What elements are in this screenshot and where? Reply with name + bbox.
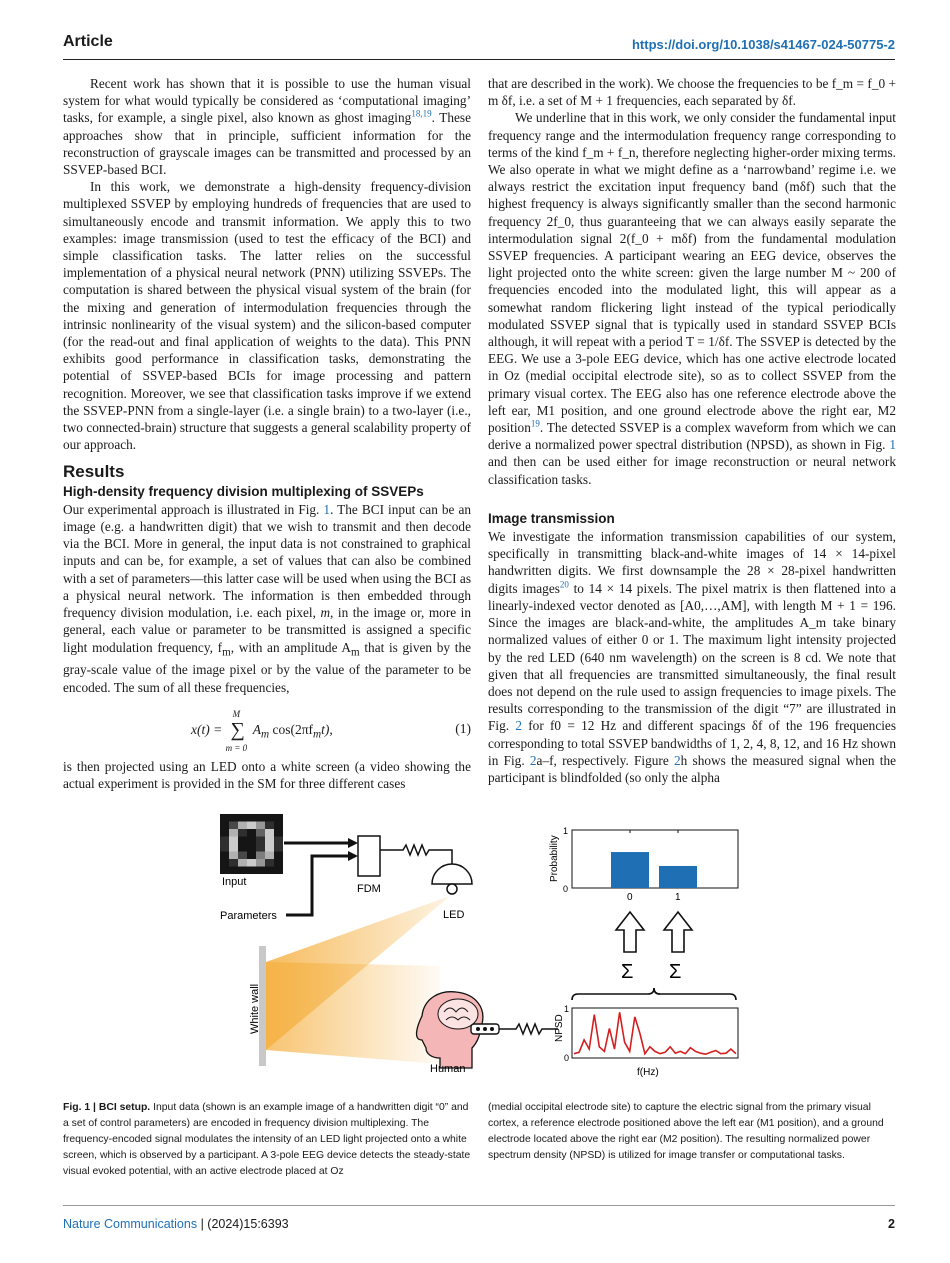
input-digit-image [220,814,283,874]
digit-pixel [229,814,238,822]
paragraph: We investigate the information transmission capabilities of our system, specifically in transmitting black-and-white images of 14 × 14-pixel handwritten digits. We first downsample the 28 × 28-pixel handwritten digits images$^{20}$ to 14 × 14 pixels. The pixel matrix is then flattened into a linearly-indexed vector denoted as [A0,…,AM], with length M + 1 = 196. Since the images are black-and-white, the amplitudes A_m take binary normalized values of either 0 or 1. The maximum light intensity projected by the red LED (640 nm wavelength) on the screen is 8 cd. We note that given that all frequencies are transmitted simultaneously, the final result does not depend on the rule used to assign frequencies to image pixels. The results corresponding to the transmission of the digit “7” are illustrated in Fig. 2 for f0 = 12 Hz and different spacings δf of the 196 frequencies corresponding to total SSVEP bandwidths of 1, 2, 4, 8, 12, and 16 Hz shown in Fig. 2a–f, respectively. Figure 2h shows the measured signal when the participant is blindfolded (so only the alpha [488,529,897,785]
figure-caption-left: Fig. 1 | BCI setup. Input data (shown is an example image of a handwritten digit “0” and a set of control parameters) are encoded in frequency division multiplexing. The frequency-encoded signal modulates the intensity of an LED light projected onto a white screen, which is observed by a participant. A 3-pole EEG device detects the steady-state visual evoked potential, with an active electrode placed at Oz [63,1102,471,1177]
digit-pixel [247,844,256,852]
journal-link[interactable]: Nature Communications [63,1217,198,1231]
eeg-wire [499,1024,558,1034]
digit-pixel [238,844,247,852]
digit-pixel [220,867,229,875]
digit-pixel [265,852,274,860]
digit-pixel [274,867,283,875]
digit-pixel [220,837,229,845]
digit-pixel [238,859,247,867]
equation-body: x(t) = M ∑ m = 0 $A_m$ $\cos(2\pi f_mt)$, [191,708,333,753]
digit-pixel [247,814,256,822]
parameters-label: Parameters [220,910,277,922]
npsd-xlabel: f(Hz) [637,1067,659,1078]
digit-pixel [229,844,238,852]
digit-pixel [256,852,265,860]
bci-setup-diagram [200,812,760,1082]
input-label: Input [222,876,247,888]
electrode-dot [483,1027,487,1031]
digit-pixel [229,822,238,830]
sigma-symbol-0: Σ [621,961,634,983]
electrode-dot [476,1027,480,1031]
human-label: Human [430,1063,466,1075]
figure-link[interactable]: 1 [889,437,896,453]
header-rule [63,59,895,60]
bar-0 [611,852,649,888]
citation-link[interactable]: 18,19 [411,108,432,119]
citation-link[interactable]: 19 [530,418,540,429]
digit-pixel [265,859,274,867]
digit-pixel [274,859,283,867]
brace-mid [654,988,660,994]
digit-pixel [274,814,283,822]
paragraph: is then projected using an LED onto a white screen (a video showing the actual experiment is provided in the SM for three different cases [63,758,471,791]
subsection-heading: Image transmission [488,510,615,526]
bar-label-0: 0 [627,892,633,903]
input-arrow-head [348,838,358,848]
white-wall-label: White wall [249,983,261,1034]
prob-ytick-top: 1 [563,826,569,836]
digit-pixel [247,829,256,837]
fdm-label: FDM [357,883,381,895]
digit-pixel [265,814,274,822]
digit-pixel [256,844,265,852]
digit-pixel [229,859,238,867]
digit-pixel [238,822,247,830]
digit-pixel [229,837,238,845]
npsd-plot [554,1004,738,1078]
digit-pixel [265,822,274,830]
digit-pixel [256,867,265,875]
digit-pixel [238,829,247,837]
digit-pixel [274,822,283,830]
digit-pixel [220,822,229,830]
digit-pixel [220,814,229,822]
brace-right [660,994,736,1000]
digit-pixel [229,852,238,860]
figure-link[interactable]: 2 [674,752,681,768]
digit-pixel [220,829,229,837]
digit-pixel [220,844,229,852]
digit-pixel [220,852,229,860]
up-arrow-icon [616,912,644,952]
figure-link[interactable]: 1 [323,501,331,517]
up-arrow-icon [664,912,692,952]
digit-pixel [247,822,256,830]
digit-pixel [265,867,274,875]
led-bulb-icon [447,884,457,894]
digit-pixel [256,837,265,845]
brace-left [572,988,660,1000]
digit-pixel [256,814,265,822]
npsd-spectrum-line [574,1012,736,1054]
citation-link[interactable]: 20 [559,579,569,590]
npsd-ytick-bottom: 0 [564,1053,570,1063]
digit-pixel [247,867,256,875]
figure-link[interactable]: 2 [529,752,537,768]
digit-pixel [265,844,274,852]
equation-1 [63,706,471,752]
equation-number: (1) [455,720,471,736]
paragraph: We underline that in this work, we only consider the fundamental input frequency range and the intermodulation frequency range corresponding to terms of the kind f_m + f_n, therefore neglecting higher-order mixing terms. We also operate in what we might define as a ‘narrowband’ regime i.e. we always restrict the excitation input frequency band (mδf) such that the highest frequency is always significantly smaller than the second harmonic frequency 2f_0, thus guaranteeing that we can always easily separate the intermodulation signal 2(f_0 + mδf) from the fundamental modulation SSVEP frequencies. A participant wearing an EEG device, observes the light projected onto the white screen: given the large number M ~ 200 of frequencies encoded into the modulated light, this will appear as a somewhat random flickering light instead of the typical periodically modulated SSVEP signal that is typically used in standard SSVEP BCIs although, it will repeat with a period T = 1/δf. The SSVEP is detected by the EEG. We use a 3-pole EEG device, which has one active electrode located in Oz (medial occipital electrode site), so as to collect SSVEP from the primary visual cortex. The EEG also has one reference electrode above the left ear, M1 position, and one ground electrode above the right ear, M2 position$^{19}$. The detected SSVEP is a complex waveform from which we can derive a normalized power spectral distribution (NPSD), as shown in Fig. 1 and then can be used either for image reconstruction or neural network classification tasks. [488,110,896,487]
section-heading: Results [63,462,125,482]
reflected-light-beam [266,962,440,1064]
left-column [63,75,471,792]
subsection-heading: High-density frequency division multiplexing of SSVEPs [63,483,424,499]
bar-label-1: 1 [675,892,681,903]
article-label: Article [63,33,113,50]
digit-pixel [274,852,283,860]
sigma-symbol-1: Σ [669,961,682,983]
digit-pixel [247,852,256,860]
digit-pixel [265,837,274,845]
digit-pixel [256,822,265,830]
digit-pixel [238,867,247,875]
digit-pixel [220,859,229,867]
digit-pixel [229,867,238,875]
digit-pixel [229,829,238,837]
parameters-arrow-head [348,851,358,861]
digit-pixel [247,837,256,845]
right-column [488,75,896,786]
digit-pixel [256,859,265,867]
digit-pixel [265,829,274,837]
prob-ylabel: Probability [549,835,560,882]
bar-1 [659,866,697,888]
footer-journal: Nature Communications | (2024)15:6393 [63,1217,289,1231]
parameters-arrow [286,856,348,915]
paragraph: Recent work has shown that it is possible to use the human visual system for what would typically be considered as ‘computational imaging’ tasks, for example, a single pixel, also known as ghost imaging$^{18,19}$. These approaches show that in principle, sufficient information for the reconstruction of grayscale images can be transmitted and processed by an SSVEP-based BCI. [63,76,471,178]
footer-rule [63,1205,895,1206]
figure-caption-right: (medial occipital electrode site) to capture the electric signal from the primary visual cortex, a reference electrode positioned above the left ear (M1 position), and a ground electrode located above the right ear (M2 position). The resulting normalized power spectrum density (NPSD) is utilized for image transfer or computational tasks. [488,1102,884,1161]
page-number: 2 [888,1217,895,1231]
electrode-dot [490,1027,494,1031]
digit-pixel [256,829,265,837]
digit-pixel [238,852,247,860]
paragraph: In this work, we demonstrate a high-density frequency-division multiplexed SSVEP by employing hundreds of frequencies that are used to simultaneously encode and transmit information. We apply this to two examples: image transmission (used to test the efficacy of the BCI) and simple classification tasks. The latter relies on the successful implementation of a physical neural network (PNN) utilizing SSVEPs. The computation is shared between the physical visual system of the brain (for the mixing and generation of intermodulation frequencies through the intrinsic nonlinearity of the visual system) and the silicon-based computer (for the read-out and final application of weights to the data). This PNN exhibits good performance in classification tasks, demonstrating the potential of SSVEP-based BCIs for image processing and pattern recognition. Moreover, we see that classification tasks improve if we extend the SSVEP-PNN from a single-layer (i.e. a single brain) to a two-layer (i.e., two connected-brain) structure that suggests a general scalability property of our approach. [63,179,471,453]
figure-link[interactable]: 2 [515,718,522,734]
figure-1 [200,812,760,1082]
led-label: LED [443,909,465,921]
digit-pixel [247,859,256,867]
digit-pixel [238,837,247,845]
digit-pixel [274,844,283,852]
doi-link[interactable]: https://doi.org/10.1038/s41467-024-50775-2 [631,37,895,52]
digit-pixel [274,829,283,837]
prob-ytick-bottom: 0 [563,884,569,894]
digit-pixel [238,814,247,822]
npsd-ytick-top: 1 [564,1004,570,1014]
paragraph: Our experimental approach is illustrated in Fig. 1. The BCI input can be an image (e.g. a handwritten digit) that we wish to transmit and then decode via the BCI. More in general, the input data is not constrained to graphical inputs and can be, for example, a set of values that can also be combined with a set of parameters—this latter case will be used when using the BCI as a physical neural network. The information is then embedded through frequency division modulation, i.e. each pixel, m, in the image or, more in general, each value or parameter to be transmitted is assigned a specific light modulation frequency, $f_m$, with an amplitude $A_m$ that is given by the gray-scale value of the image pixel or by the value of the parameter to be encoded. The sum of all these frequencies, [63,501,472,695]
fdm-box [358,836,380,876]
npsd-ylabel: NPSD [554,1014,565,1042]
paragraph: that are described in the work). We choose the frequencies to be f_m = f_0 + m δf, i.e. a set of M + 1 frequencies, each separated by δf. [488,76,896,109]
digit-pixel [274,837,283,845]
led-lamp-icon [432,864,472,884]
probability-chart [549,826,738,903]
